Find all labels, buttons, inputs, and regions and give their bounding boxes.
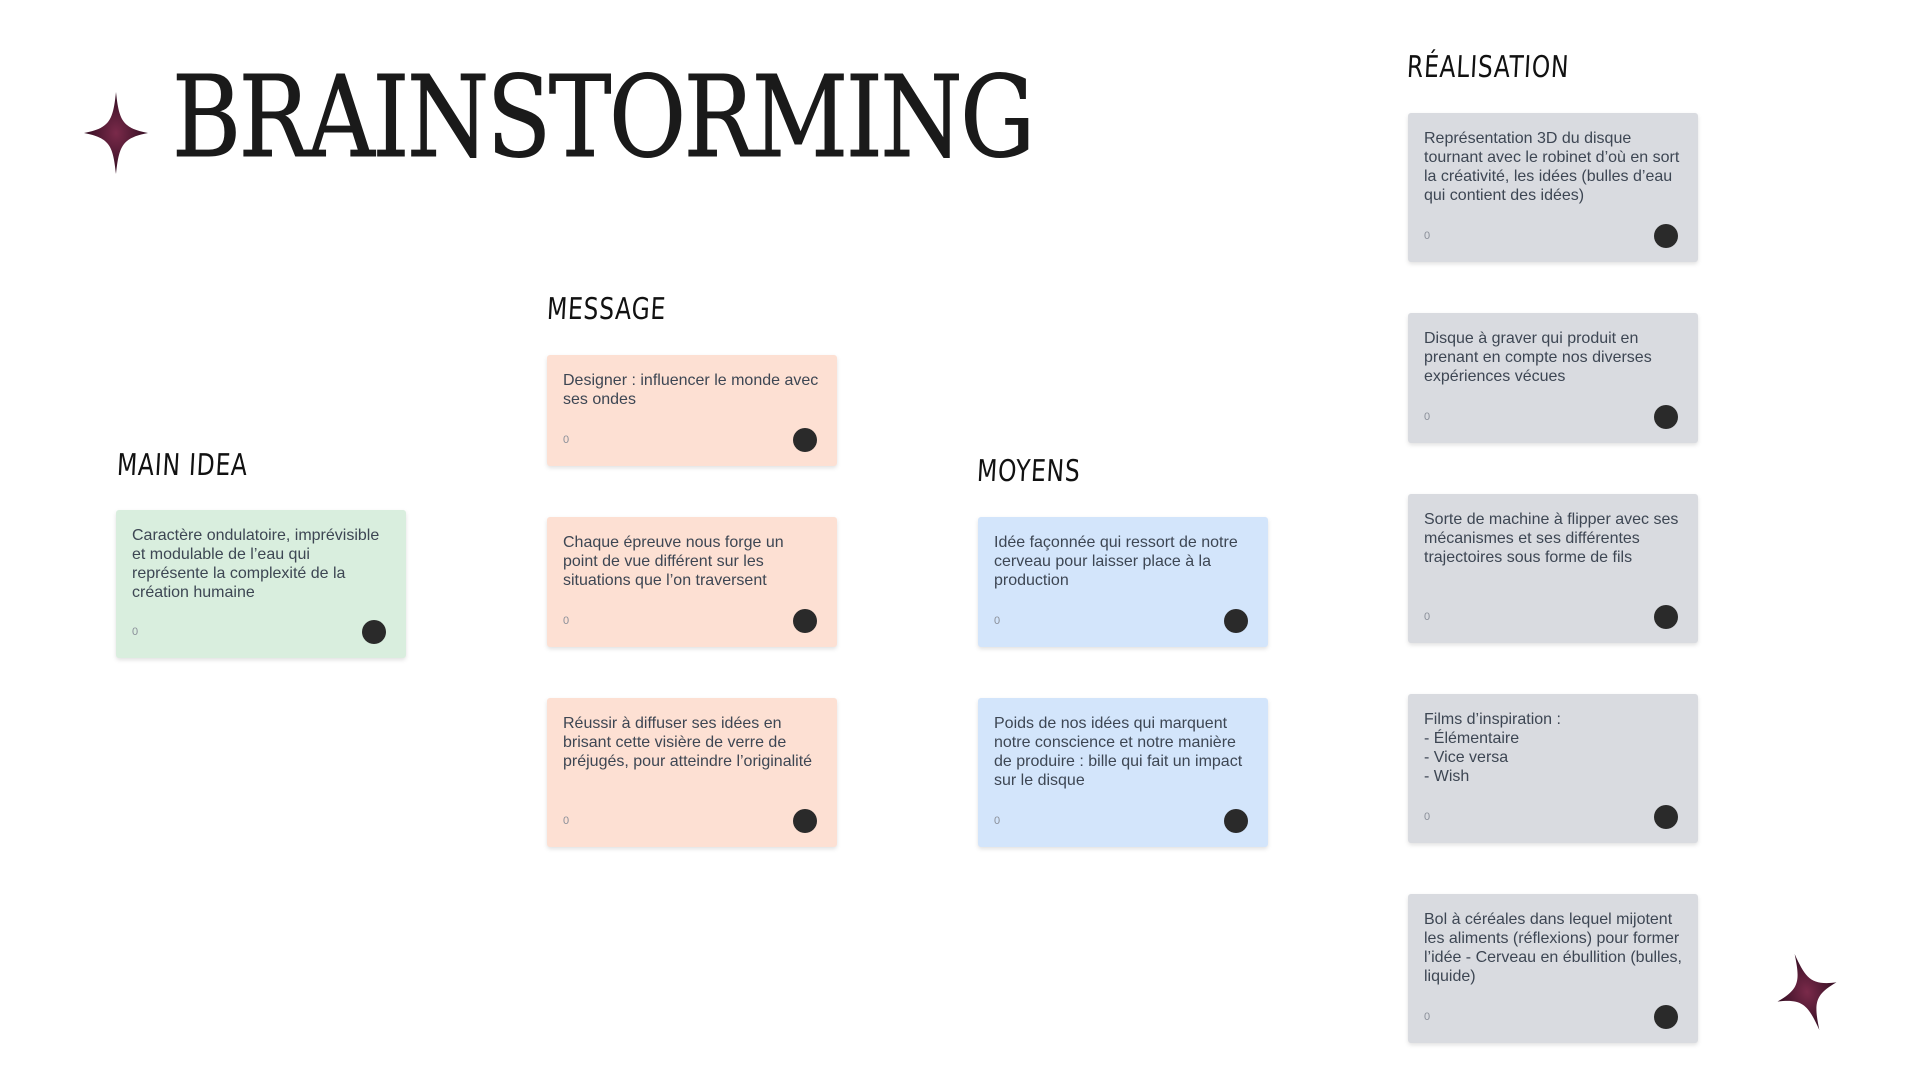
avatar-icon[interactable] bbox=[793, 809, 817, 833]
sticky-note[interactable] bbox=[547, 517, 837, 647]
sticky-note-footer bbox=[563, 609, 821, 633]
vote-count: 0 bbox=[994, 615, 1001, 627]
sparkle-icon bbox=[1765, 944, 1849, 1039]
sticky-note[interactable] bbox=[547, 355, 837, 466]
sticky-note-text: Disque à graver qui produit en prenant en compte nos diverses expériences vécues bbox=[1424, 330, 1652, 385]
avatar-icon[interactable] bbox=[1224, 609, 1248, 633]
sticky-note[interactable] bbox=[1408, 113, 1698, 262]
section-label-realisation: RÉALISATION bbox=[1406, 50, 1571, 85]
vote-count: 0 bbox=[994, 815, 1001, 827]
section-label-main-idea: MAIN IDEA bbox=[116, 448, 249, 483]
vote-count: 0 bbox=[1424, 1011, 1431, 1023]
sticky-note-footer bbox=[1424, 405, 1682, 429]
sticky-note-footer bbox=[1424, 224, 1682, 248]
sticky-note-text: Idée façonnée qui ressort de notre cerveau pour laisser place à la production bbox=[994, 534, 1238, 589]
vote-count: 0 bbox=[1424, 411, 1431, 423]
sticky-note[interactable] bbox=[1408, 313, 1698, 443]
sticky-note-text: Caractère ondulatoire, imprévisible et modulable de l’eau qui représente la complexité de la création humaine bbox=[132, 527, 380, 601]
sticky-note[interactable] bbox=[547, 698, 837, 847]
sticky-note[interactable] bbox=[1408, 694, 1698, 843]
sticky-note[interactable] bbox=[1408, 494, 1698, 643]
avatar-icon[interactable] bbox=[793, 609, 817, 633]
board-title: BRAINSTORMING bbox=[172, 53, 1033, 183]
sticky-note-footer bbox=[994, 809, 1252, 833]
sticky-note[interactable] bbox=[1408, 894, 1698, 1043]
sticky-note-footer bbox=[132, 620, 390, 644]
sticky-note[interactable] bbox=[978, 517, 1268, 647]
sticky-note[interactable] bbox=[116, 510, 406, 658]
sticky-note-text: Représentation 3D du disque tournant avec le robinet d’où en sort la créativité, les idées (bulles d’eau qui contient des idées) bbox=[1424, 130, 1680, 204]
section-label-message: MESSAGE bbox=[546, 292, 668, 327]
avatar-icon[interactable] bbox=[1654, 605, 1678, 629]
sticky-note-footer bbox=[1424, 1005, 1682, 1029]
sticky-note-footer bbox=[563, 428, 821, 452]
avatar-icon[interactable] bbox=[1654, 405, 1678, 429]
sticky-note-footer bbox=[1424, 605, 1682, 629]
sticky-note-text: Bol à céréales dans lequel mijotent les aliments (réflexions) pour former l’idée - Cerveau en ébullition (bulles, liquide) bbox=[1424, 911, 1682, 985]
avatar-icon[interactable] bbox=[362, 620, 386, 644]
sticky-note-text: Films d’inspiration : - Élémentaire - Vice versa - Wish bbox=[1424, 711, 1561, 785]
vote-count: 0 bbox=[132, 626, 139, 638]
sticky-note-footer bbox=[563, 809, 821, 833]
vote-count: 0 bbox=[1424, 811, 1431, 823]
avatar-icon[interactable] bbox=[1224, 809, 1248, 833]
sticky-note-footer bbox=[994, 609, 1252, 633]
avatar-icon[interactable] bbox=[1654, 805, 1678, 829]
avatar-icon[interactable] bbox=[793, 428, 817, 452]
avatar-icon[interactable] bbox=[1654, 224, 1678, 248]
sticky-note[interactable] bbox=[978, 698, 1268, 847]
vote-count: 0 bbox=[563, 434, 570, 446]
sticky-note-text: Sorte de machine à flipper avec ses mécanismes et ses différentes trajectoires sous forme de fils bbox=[1424, 511, 1679, 566]
sticky-note-text: Chaque épreuve nous forge un point de vue différent sur les situations que l’on traversent bbox=[563, 534, 784, 589]
vote-count: 0 bbox=[563, 615, 570, 627]
vote-count: 0 bbox=[1424, 230, 1431, 242]
vote-count: 0 bbox=[1424, 611, 1431, 623]
vote-count: 0 bbox=[563, 815, 570, 827]
sparkle-icon bbox=[84, 92, 148, 174]
sticky-note-text: Réussir à diffuser ses idées en brisant cette visière de verre de préjugés, pour atteindre l’originalité bbox=[563, 715, 813, 770]
avatar-icon[interactable] bbox=[1654, 1005, 1678, 1029]
sticky-note-footer bbox=[1424, 805, 1682, 829]
section-label-moyens: MOYENS bbox=[976, 454, 1082, 489]
sticky-note-text: Designer : influencer le monde avec ses ondes bbox=[563, 372, 819, 408]
sticky-note-text: Poids de nos idées qui marquent notre conscience et notre manière de produire : bille qui fait un impact sur le disque bbox=[994, 715, 1243, 789]
